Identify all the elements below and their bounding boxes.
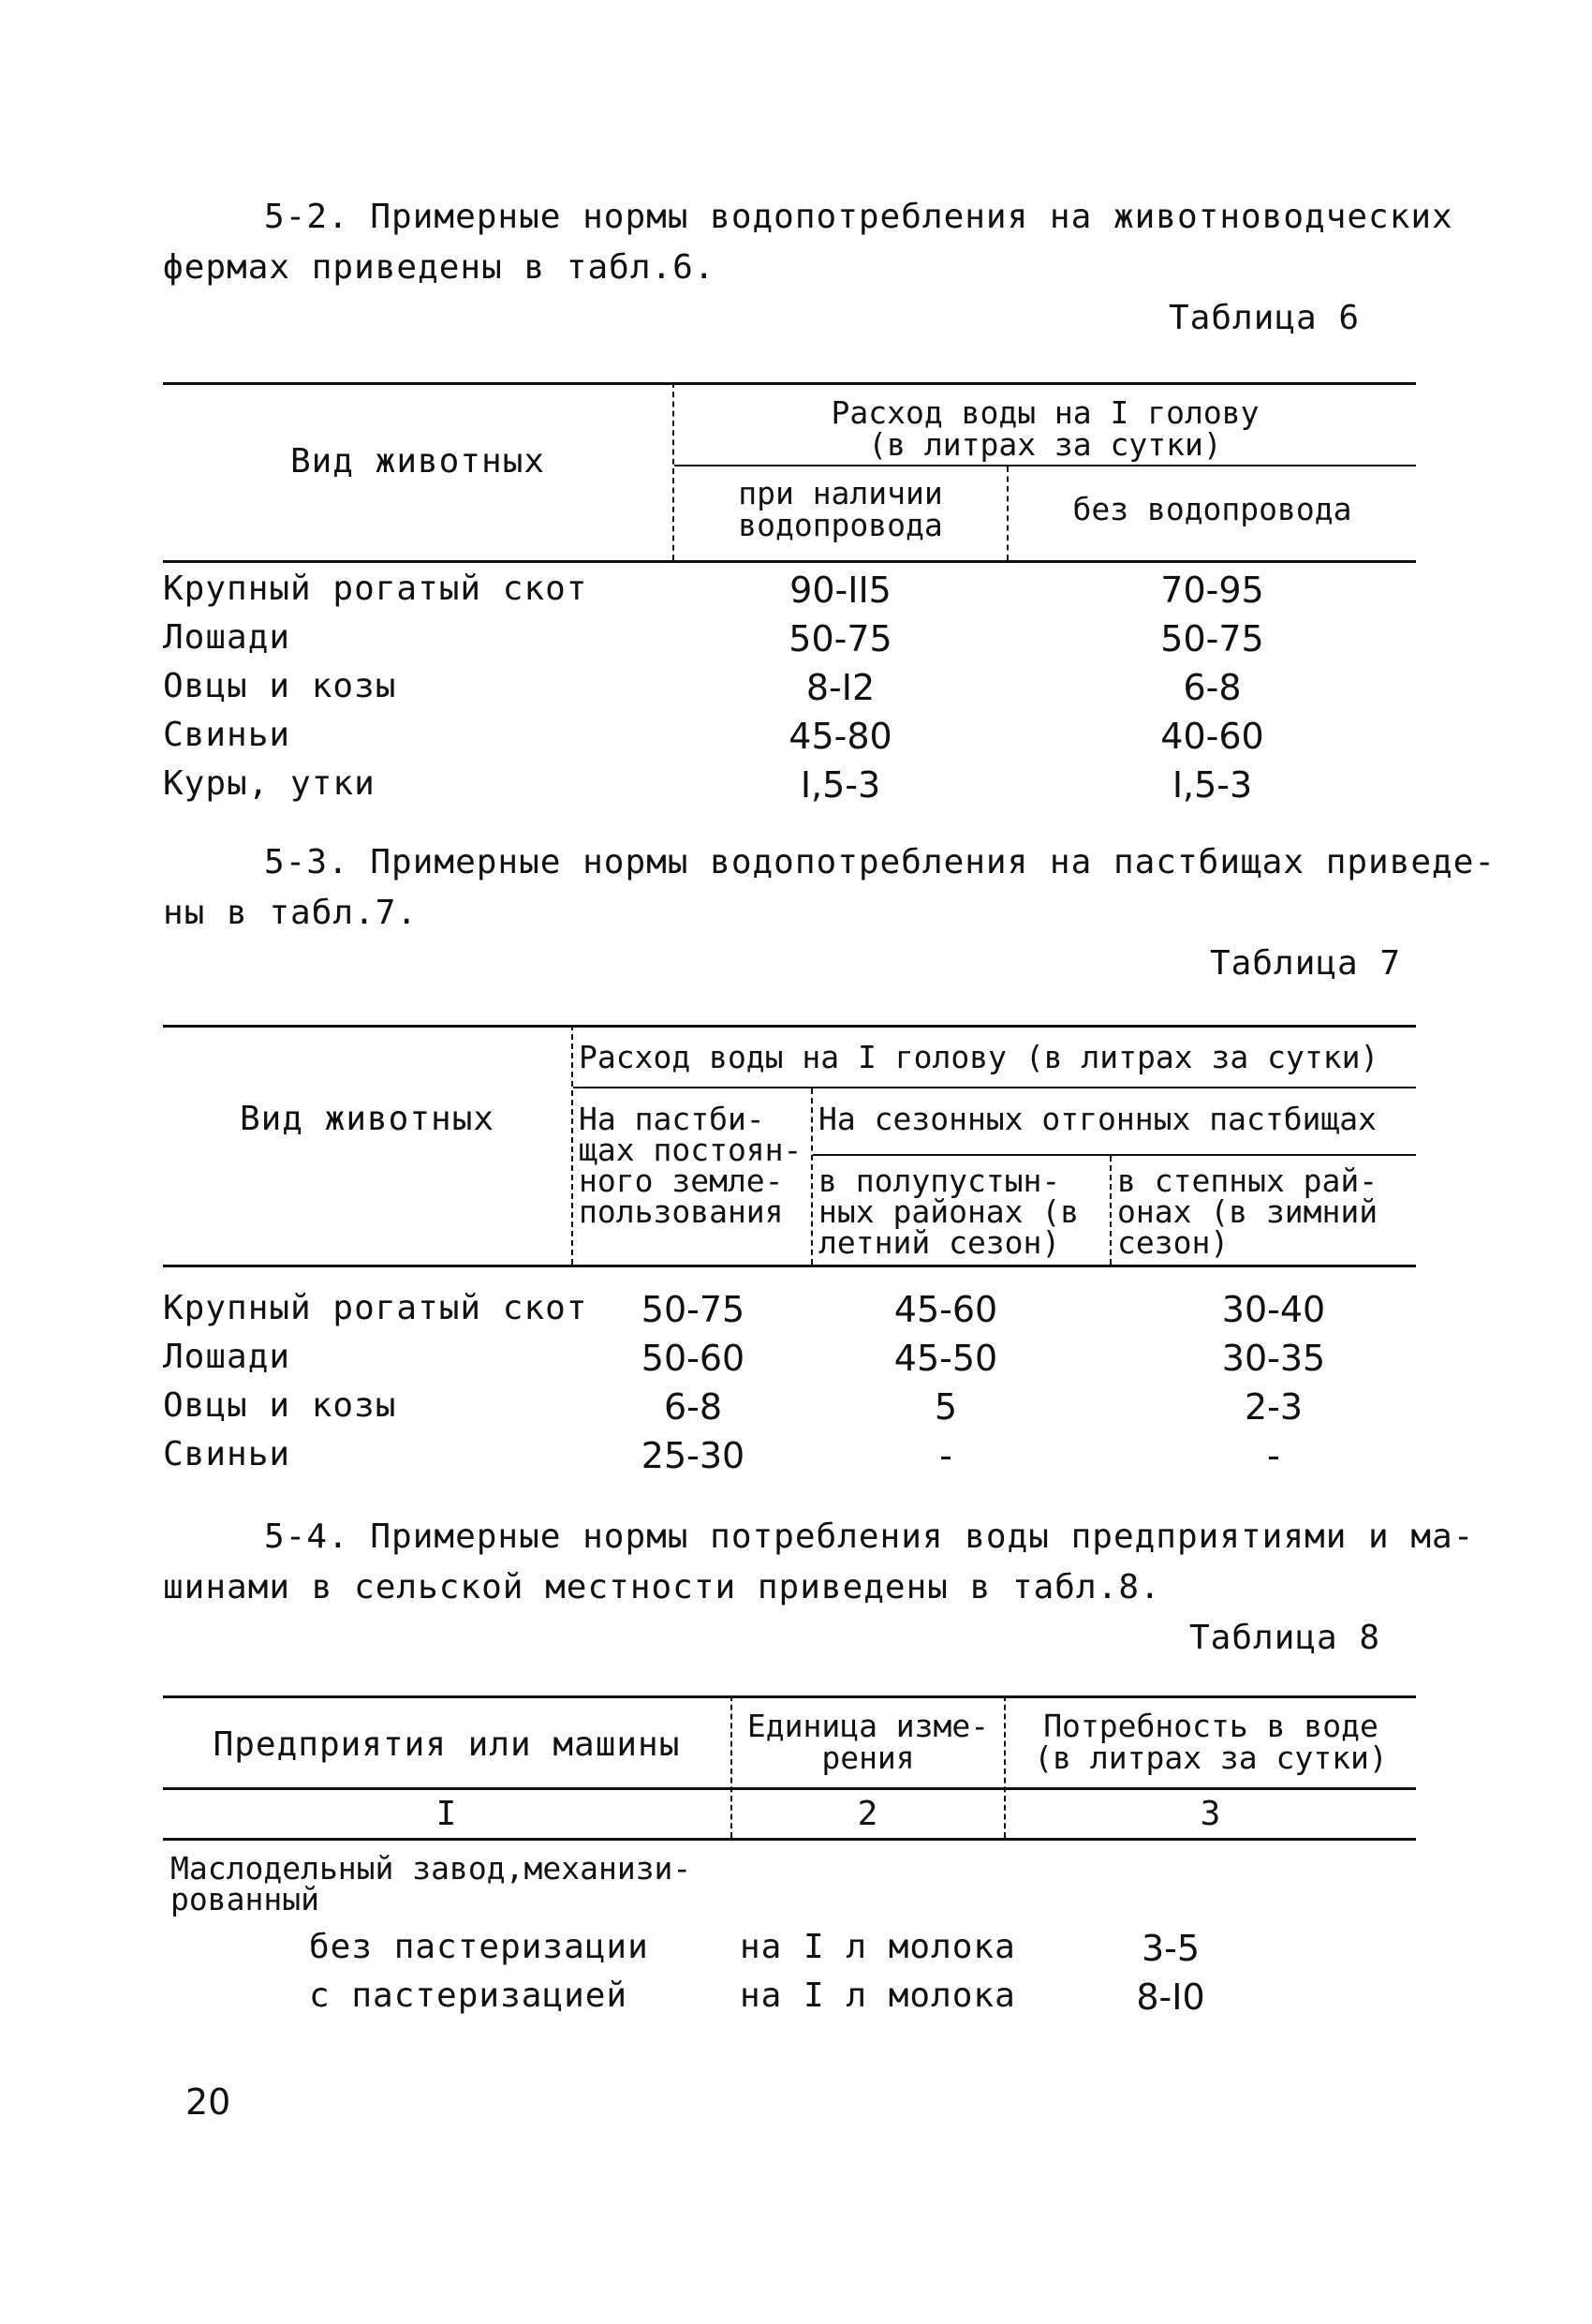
- table8-group-l2: рованный: [170, 1881, 319, 1917]
- table7-label: Таблица 7: [1210, 944, 1402, 983]
- table7-col-steppe-l1: в степных рай-: [1117, 1162, 1378, 1199]
- table7-col-semi-l3: летний сезон): [818, 1224, 1061, 1261]
- table-row-perm: 50-75: [641, 1289, 745, 1330]
- table7-col-group: Расход воды на I голову (в литрах за сутки): [579, 1039, 1379, 1075]
- table8-number-rule: [163, 1838, 1416, 1841]
- table6-col-with-l2: водопровода: [738, 507, 943, 543]
- table7-col-animal: Вид животных: [239, 1100, 495, 1138]
- table8-col-number-2: 2: [857, 1795, 879, 1833]
- table-row-unit: на I л молока: [740, 1928, 1016, 1966]
- table-row-with: 8-I2: [805, 667, 876, 708]
- table8-col-number-1: I: [435, 1795, 458, 1833]
- table-row-unit: на I л молока: [740, 1976, 1016, 2015]
- table-row-with: 50-75: [789, 618, 892, 659]
- table-row-semi: 45-60: [893, 1289, 998, 1330]
- table7-col-semi-l1: в полупустын-: [818, 1162, 1061, 1199]
- table7-col-season: На сезонных отгонных пастбищах: [818, 1101, 1378, 1137]
- table7-col-perm-l1: На пастби-: [579, 1101, 765, 1137]
- table7-col-steppe-l2: онах (в зимний: [1117, 1193, 1378, 1230]
- table7-col-perm-l2: щах постоян-: [579, 1132, 803, 1168]
- page-number: 20: [185, 2081, 231, 2123]
- table7-col-perm-l3: ного земле-: [579, 1162, 784, 1199]
- table-row-without: 6-8: [1183, 667, 1242, 708]
- table-row-semi: -: [939, 1435, 952, 1476]
- table-row-without: 70-95: [1160, 570, 1264, 611]
- section-5-2-line1: 5-2. Примерные нормы водопотребления на животноводческих: [264, 198, 1453, 236]
- table7-top-rule: [163, 1025, 1416, 1028]
- table8-col-number-3: 3: [1200, 1795, 1222, 1833]
- table-row-steppe: 2-3: [1244, 1386, 1304, 1428]
- table-row-animal: Лошади: [163, 1338, 291, 1376]
- table-row-name: без пастеризации: [309, 1928, 649, 1966]
- table8-col-need-l2: (в литрах за сутки): [1034, 1739, 1388, 1776]
- table7-header-rule: [163, 1265, 1416, 1267]
- table7-col-semi-l2: ных районах (в: [818, 1193, 1080, 1230]
- table6-label: Таблица 6: [1169, 299, 1361, 337]
- table-row-without: 50-75: [1160, 618, 1264, 659]
- table-row-perm: 6-8: [663, 1386, 723, 1428]
- table6-col-animal: Вид животных: [289, 442, 546, 481]
- table8-group-l1: Маслодельный завод,механизи-: [170, 1850, 692, 1887]
- table-row-steppe: 30-35: [1221, 1338, 1326, 1379]
- section-5-4-line2: шинами в сельской местности приведены в табл.8.: [163, 1568, 1161, 1606]
- table8-header-rule: [163, 1787, 1416, 1790]
- table-row-need: 8-I0: [1136, 1976, 1205, 2018]
- table8-label: Таблица 8: [1189, 1619, 1381, 1657]
- table6-col-group-l1: Расход воды на I голову: [831, 394, 1260, 431]
- table-row-with: 90-II5: [789, 570, 892, 611]
- table-row-animal: Крупный рогатый скот: [163, 1289, 588, 1327]
- table-row-name: с пастеризацией: [309, 1976, 628, 2015]
- table7-col-perm-l4: пользования: [579, 1193, 784, 1230]
- section-5-4-line1: 5-4. Примерные нормы потребления воды предприятиями и ма-: [264, 1517, 1475, 1556]
- table8-col-need-l1: Потребность в воде: [1043, 1708, 1378, 1744]
- table7-col-divider-3: [1110, 1156, 1112, 1265]
- table-row-animal: Овцы и козы: [163, 667, 397, 705]
- table8-col-unit-l1: Единица изме-: [746, 1708, 990, 1744]
- table6-col-without: без водопровода: [1072, 491, 1352, 527]
- table6-top-rule: [163, 382, 1416, 385]
- table-row-without: 40-60: [1160, 716, 1264, 757]
- table6-col-group-l2: (в литрах за сутки): [868, 426, 1222, 463]
- table-row-need: 3-5: [1141, 1928, 1201, 1969]
- table-row-perm: 50-60: [641, 1338, 745, 1379]
- table-row-with: I,5-3: [800, 764, 881, 806]
- table-row-semi: 5: [934, 1386, 958, 1428]
- table7-season-rule: [813, 1154, 1416, 1156]
- table7-col-divider: [571, 1025, 573, 1265]
- table-row-animal: Овцы и козы: [163, 1386, 397, 1425]
- table7-group-rule: [573, 1087, 1416, 1088]
- table-row-animal: Свиньи: [163, 716, 291, 754]
- table6-header-rule: [163, 560, 1416, 563]
- table-row-animal: Лошади: [163, 618, 291, 657]
- section-5-3-line2: ны в табл.7.: [163, 894, 419, 932]
- table-row-steppe: 30-40: [1221, 1289, 1326, 1330]
- table-row-animal: Куры, утки: [163, 764, 376, 803]
- table6-col-with-l1: при наличии: [738, 475, 943, 511]
- table-row-semi: 45-50: [893, 1338, 998, 1379]
- section-5-3-line1: 5-3. Примерные нормы водопотребления на пастбищах приведе-: [264, 843, 1496, 881]
- table-row-steppe: -: [1267, 1435, 1280, 1476]
- table-row-perm: 25-30: [641, 1435, 745, 1476]
- table8-top-rule: [163, 1695, 1416, 1698]
- table7-col-divider-2: [811, 1088, 813, 1265]
- table7-col-steppe-l3: сезон): [1117, 1224, 1230, 1261]
- table8-col-enterprise: Предприятия или машины: [213, 1725, 681, 1764]
- table6-group-rule: [674, 465, 1416, 466]
- table8-col-unit-l2: рения: [821, 1739, 915, 1776]
- table-row-with: 45-80: [789, 716, 892, 757]
- section-5-2-line2: фермах приведены в табл.6.: [163, 248, 715, 287]
- table-row-animal: Свиньи: [163, 1435, 291, 1473]
- table-row-animal: Крупный рогатый скот: [163, 570, 588, 608]
- table-row-without: I,5-3: [1172, 764, 1253, 806]
